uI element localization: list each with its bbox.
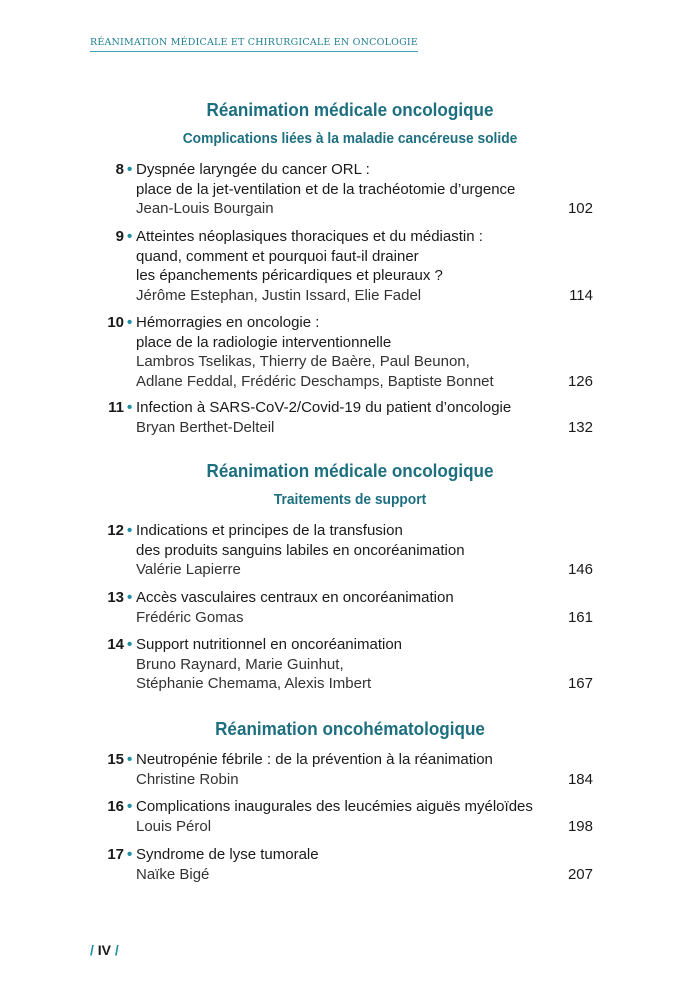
entry-body — [136, 845, 576, 884]
chapter-title-line: Neutropénie fébrile : de la prévention à la réanimation — [136, 751, 493, 768]
entry-body — [136, 398, 576, 437]
chapter-title-line: Complications inaugurales des leucémies aiguës myéloïdes — [136, 798, 533, 815]
toc-entry[interactable] — [0, 398, 700, 437]
chapter-title-line: Infection à SARS-CoV-2/Covid-19 du patient d’oncologie — [136, 399, 512, 416]
chapter-authors: Stéphanie Chemama, Alexis Imbert — [136, 675, 372, 692]
bullet-icon: • — [127, 846, 133, 863]
page-ref: 167 — [567, 675, 593, 692]
toc-entry[interactable] — [0, 160, 700, 219]
entry-body — [136, 160, 576, 219]
chapter-authors: Bruno Raynard, Marie Guinhut, — [136, 655, 344, 673]
entry-body — [136, 521, 576, 580]
chapter-title-line: Indications et principes de la transfusion — [136, 522, 403, 539]
page-ref: 198 — [567, 817, 593, 835]
bullet-icon: • — [127, 798, 133, 815]
toc-entry[interactable] — [0, 635, 700, 694]
bullet-icon: • — [127, 314, 133, 331]
bullet-icon: • — [127, 522, 133, 539]
chapter-authors: Bryan Berthet-Delteil — [136, 418, 275, 436]
page-ref: 207 — [567, 865, 593, 883]
chapter-title-line: Atteintes néoplasiques thoraciques et du médiastin : — [136, 228, 483, 245]
chapter-authors: Naïke Bigé — [136, 865, 210, 883]
section-title: Réanimation oncohématologique — [215, 719, 485, 739]
chapter-number: 13 — [107, 589, 124, 606]
chapter-title-line: place de la jet-ventilation et de la trachéotomie d’urgence — [136, 180, 516, 198]
toc-entry[interactable] — [0, 845, 700, 884]
chapter-authors: Lambros Tselikas, Thierry de Baère, Paul Beunon, — [136, 353, 470, 370]
entry-body — [136, 797, 576, 836]
chapter-authors: Jean-Louis Bourgain — [136, 200, 274, 217]
toc-entry[interactable] — [0, 521, 700, 580]
section-subtitle: Complications liées à la maladie cancéreuse solide — [182, 131, 518, 147]
entry-body — [136, 313, 576, 391]
toc-entry[interactable] — [0, 227, 700, 305]
page-ref: 184 — [567, 770, 593, 788]
bullet-icon: • — [127, 228, 133, 245]
chapter-title-line: des produits sanguins labiles en oncoréanimation — [136, 541, 465, 559]
page-ref: 114 — [569, 286, 593, 304]
toc-entry[interactable] — [0, 797, 700, 836]
page-folio: / IV / — [90, 942, 119, 958]
section-subtitle: Traitements de support — [273, 492, 427, 508]
section-title: Réanimation médicale oncologique — [206, 100, 494, 120]
chapter-title-line: quand, comment et pourquoi faut-il drainer — [136, 247, 419, 265]
page-ref: 132 — [567, 418, 593, 436]
chapter-title-line: Dyspnée laryngée du cancer ORL : — [136, 161, 370, 178]
chapter-title-line: Syndrome de lyse tumorale — [136, 846, 319, 863]
chapter-authors: Frédéric Gomas — [136, 608, 244, 626]
page-ref: 146 — [567, 561, 593, 578]
page-ref: 161 — [567, 608, 593, 626]
chapter-authors: Christine Robin — [136, 770, 239, 788]
chapter-title-line: les épanchements péricardiques et pleuraux ? — [136, 267, 443, 284]
entry-body — [136, 588, 576, 627]
chapter-authors: Louis Pérol — [136, 817, 212, 835]
chapter-number: 8 — [115, 161, 124, 178]
entry-body — [136, 635, 576, 694]
chapter-authors: Jérôme Estephan, Justin Issard, Elie Fadel — [136, 286, 422, 304]
chapter-authors: Adlane Feddal, Frédéric Deschamps, Baptiste Bonnet — [136, 372, 494, 390]
page-number: IV — [97, 942, 112, 958]
toc-entry[interactable] — [0, 313, 700, 391]
bullet-icon: • — [127, 161, 133, 178]
chapter-number: 15 — [107, 751, 124, 768]
chapter-title-line: Accès vasculaires centraux en oncoréanimation — [136, 589, 454, 606]
chapter-title-line: place de la radiologie interventionnelle — [136, 333, 392, 351]
chapter-number: 10 — [107, 314, 124, 331]
page-ref: 102 — [567, 200, 593, 217]
chapter-authors: Valérie Lapierre — [136, 561, 241, 578]
chapter-title-line: Hémorragies en oncologie : — [136, 314, 320, 331]
toc-entry[interactable] — [0, 750, 700, 789]
bullet-icon: • — [127, 589, 133, 606]
page-ref: 126 — [567, 372, 593, 390]
bullet-icon: • — [127, 751, 133, 768]
chapter-number: 12 — [107, 522, 124, 539]
entry-body — [136, 750, 576, 789]
bullet-icon: • — [127, 399, 133, 416]
chapter-number: 11 — [108, 399, 124, 416]
entry-body — [136, 227, 576, 305]
chapter-number: 14 — [107, 636, 124, 653]
chapter-number: 9 — [115, 228, 124, 245]
chapter-number: 16 — [107, 798, 124, 815]
bullet-icon: • — [127, 636, 133, 653]
chapter-number: 17 — [107, 846, 124, 863]
section-title: Réanimation médicale oncologique — [206, 461, 494, 481]
chapter-title-line: Support nutritionnel en oncoréanimation — [136, 636, 403, 653]
running-head: RÉANIMATION MÉDICALE ET CHIRURGICALE EN ONCOLOGIE — [90, 37, 418, 52]
toc-entry[interactable] — [0, 588, 700, 627]
